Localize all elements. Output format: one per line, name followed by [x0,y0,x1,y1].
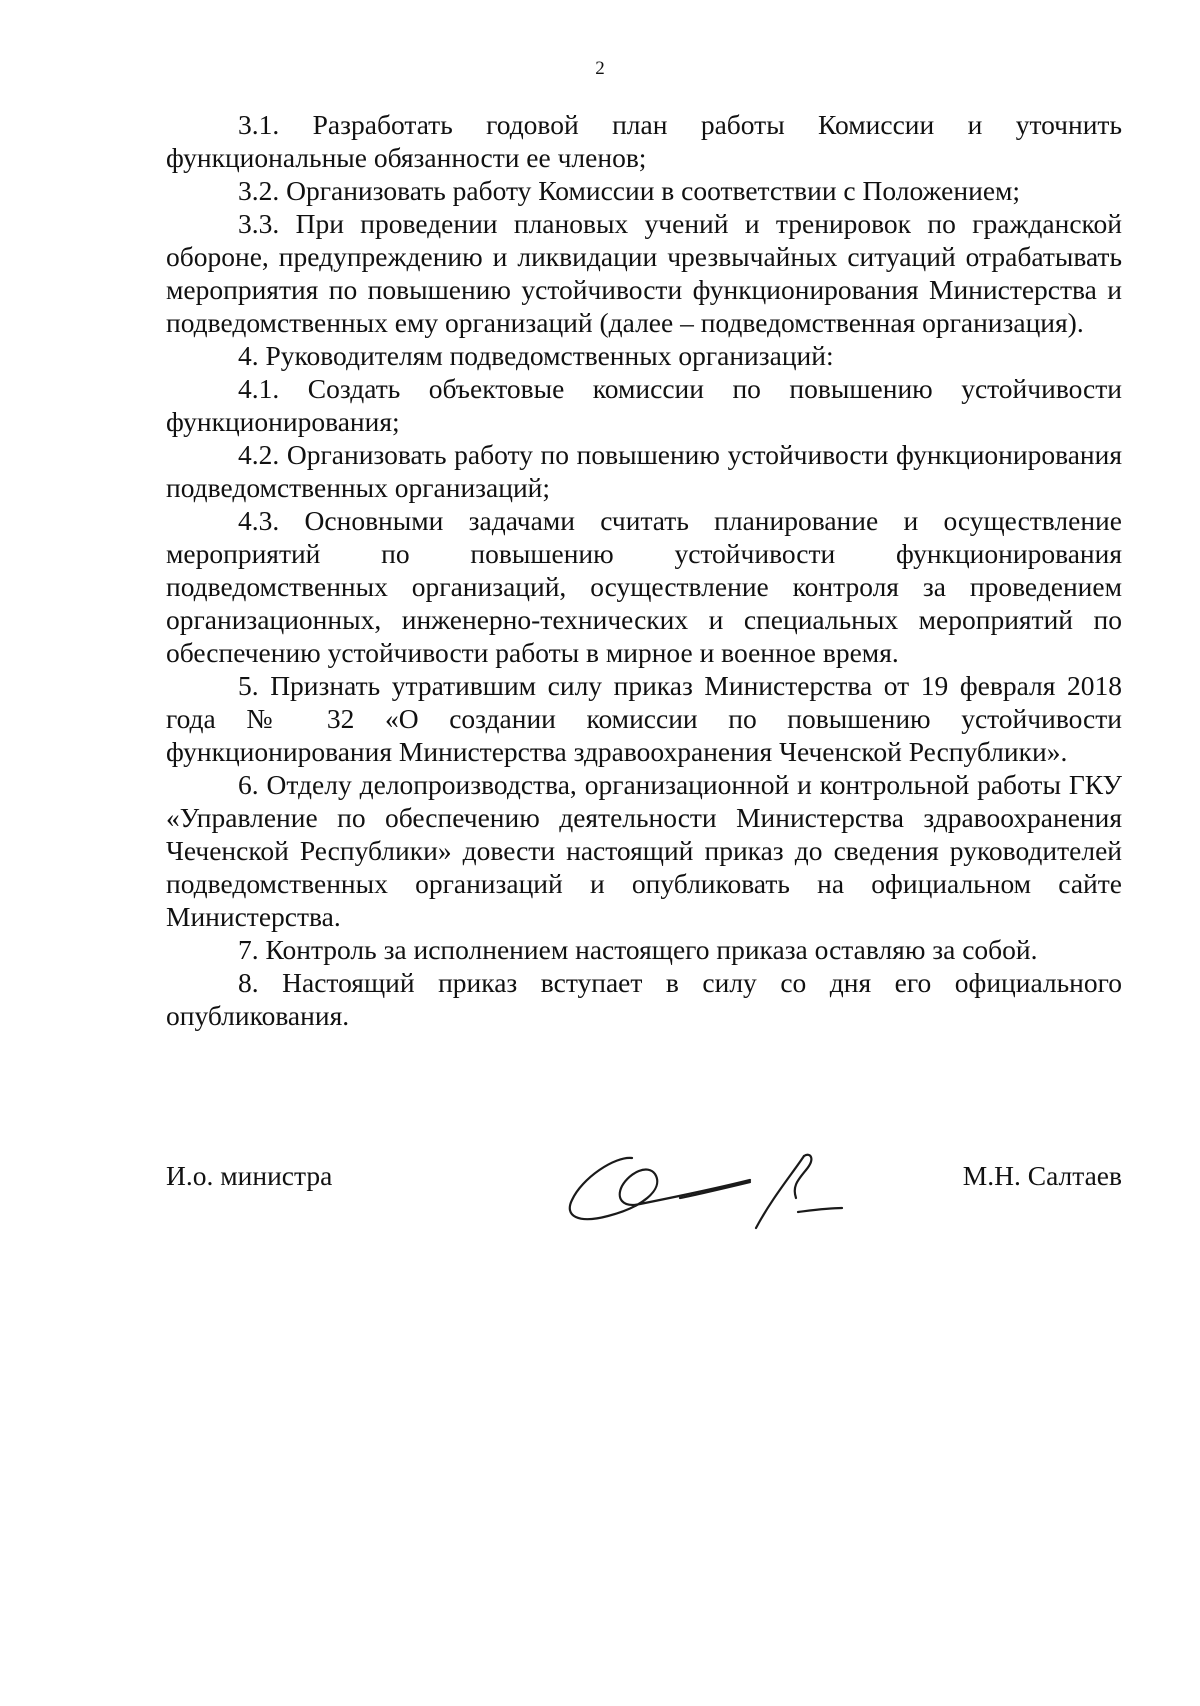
paragraph-8: 8. Настоящий приказ вступает в силу со дня его официального опубликования. [166,967,1122,1031]
paragraph-5: 5. Признать утратившим силу приказ Министерства от 19 февраля 2018 года № 32 «О создании комиссии по повышению устойчивости функционирования Министерства здравоохранения Чеченской Республики». [166,670,1122,767]
paragraph-3-1: 3.1. Разработать годовой план работы Комиссии и уточнить функциональные обязанности ее членов; [166,109,1122,173]
paragraph-4-1: 4.1. Создать объектовые комиссии по повышению устойчивости функционирования; [166,373,1122,437]
page-number: 2 [595,58,605,79]
paragraph-3-2: 3.2. Организовать работу Комиссии в соответствии с Положением; [238,175,1021,206]
paragraph-7: 7. Контроль за исполнением настоящего приказа оставляю за собой. [238,934,1038,965]
document-body [166,108,1122,1032]
paragraph-3-3: 3.3. При проведении плановых учений и тренировок по гражданской обороне, предупреждению и ликвидации чрезвычайных ситуаций отрабатывать мероприятия по повышению устойчивости функционирования Министерства и подведомственных ему организаций (далее – подведомственная организация). [166,208,1122,338]
handwritten-signature [560,1128,860,1238]
signature-hook-stroke [795,1155,812,1198]
signature-dash-stroke [680,1182,750,1198]
paragraph-4: 4. Руководителям подведомственных организаций: [238,340,834,371]
paragraph-6: 6. Отделу делопроизводства, организационной и контрольной работы ГКУ «Управление по обеспечению деятельности Министерства здравоохранения Чеченской Республики» довести настоящий приказ до сведения руководителей подведомственных организаций и опубликовать на официальном сайте Министерства. [166,769,1122,932]
signature-underline-stroke [798,1208,842,1212]
paragraph-4-3: 4.3. Основными задачами считать планирование и осуществление мероприятий по повышению устойчивости функционирования подведомственных организаций, осуществление контроля за проведением организационных, инженерно-технических и специальных мероприятий по обеспечению устойчивости работы в мирное и военное время. [166,505,1122,668]
signatory-name: М.Н. Салтаев [962,1160,1122,1191]
signatory-title: И.о. министра [166,1160,333,1191]
paragraph-4-2: 4.2. Организовать работу по повышению устойчивости функционирования подведомственных организаций; [166,439,1122,503]
signature-slash-stroke [756,1156,804,1228]
